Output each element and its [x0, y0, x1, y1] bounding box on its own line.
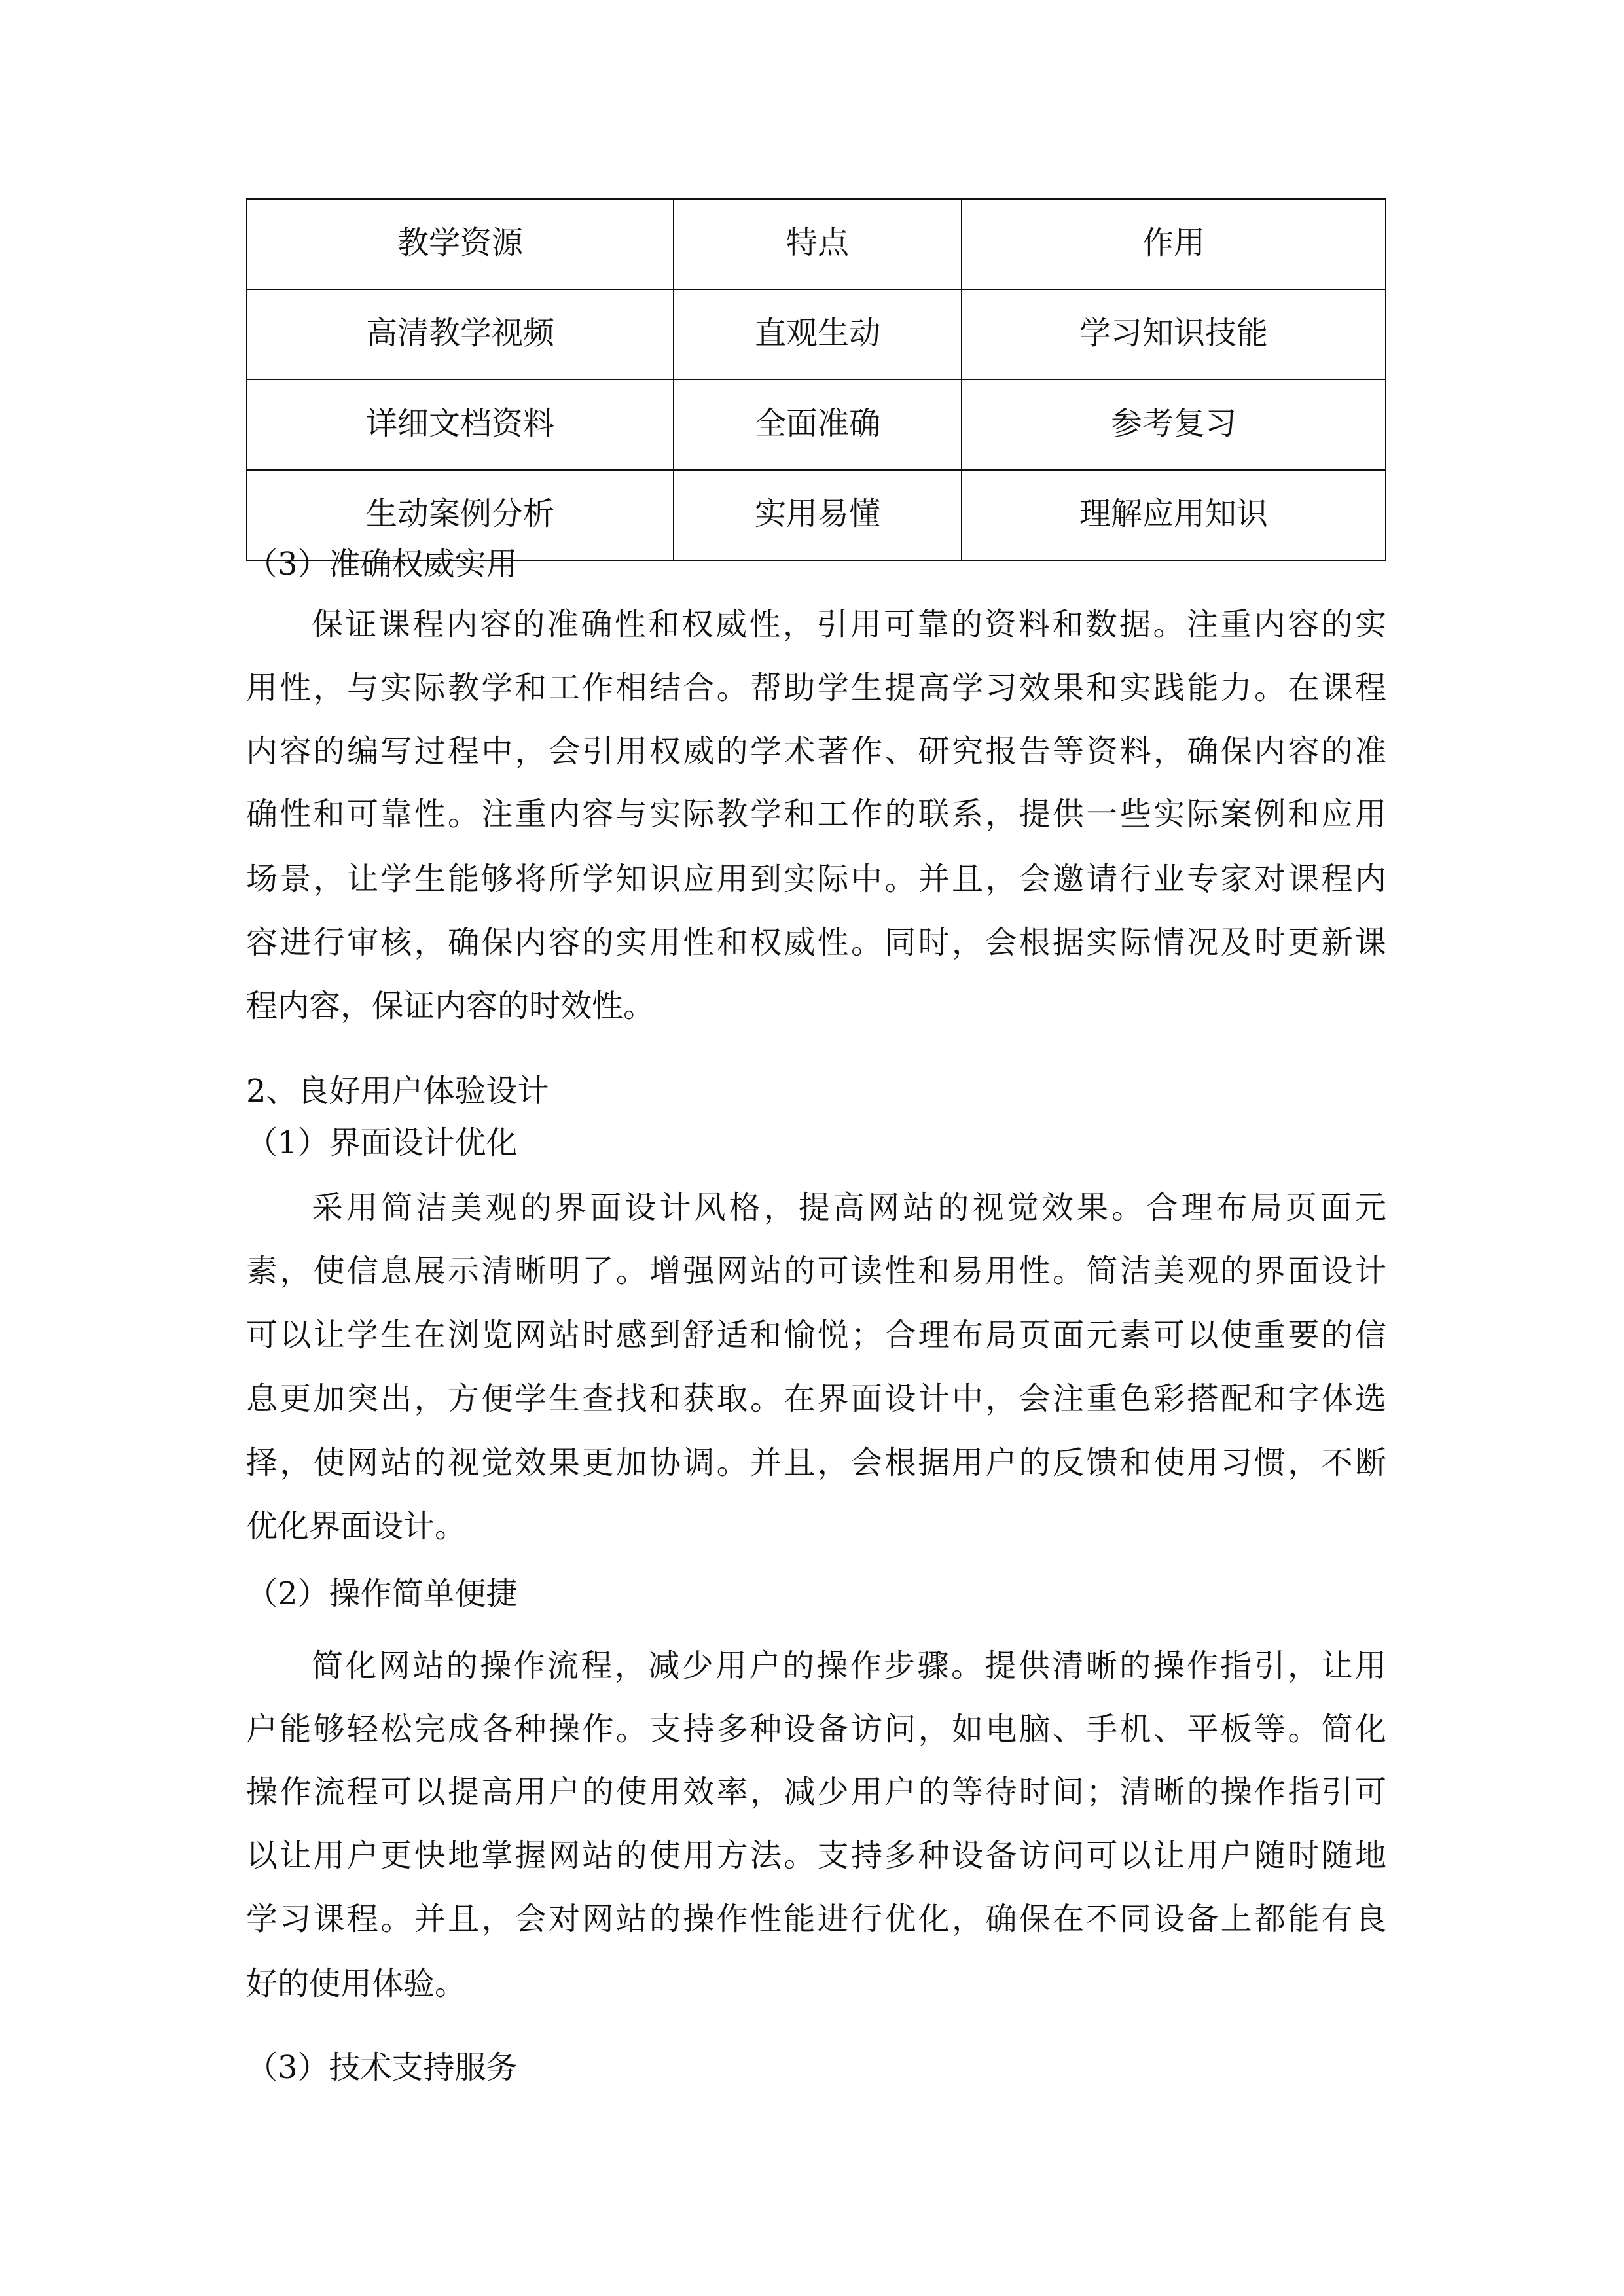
- subsection-heading: （1）界面设计优化: [246, 1124, 518, 1161]
- paragraph-line: 可以让学生在浏览网站时感到舒适和愉悦；合理布局页面元素可以使重要的信: [246, 1317, 1386, 1354]
- paragraph-line: 学习课程。并且，会对网站的操作性能进行优化，确保在不同设备上都能有良: [246, 1901, 1386, 1937]
- paragraph-line: 好的使用体验。: [246, 1965, 467, 2002]
- paragraph-line: 息更加突出，方便学生查找和获取。在界面设计中，会注重色彩搭配和字体选: [246, 1380, 1386, 1417]
- table-header-cell: 教学资源: [247, 199, 674, 289]
- subsection-heading: （2）操作简单便捷: [246, 1575, 518, 1612]
- table-header-cell: 作用: [962, 199, 1386, 289]
- paragraph-line: 程内容，保证内容的时效性。: [246, 988, 655, 1024]
- table-row: [247, 380, 1386, 470]
- paragraph-line: 以让用户更快地掌握网站的使用方法。支持多种设备访问可以让用户随时随地: [246, 1837, 1386, 1874]
- paragraph-line: 优化界面设计。: [246, 1508, 467, 1545]
- paragraph-line: 内容的编写过程中，会引用权威的学术著作、研究报告等资料，确保内容的准: [246, 733, 1386, 770]
- table-cell: 实用易懂: [674, 470, 962, 560]
- table-cell: 直观生动: [674, 289, 962, 380]
- paragraph-line: 户能够轻松完成各种操作。支持多种设备访问，如电脑、手机、平板等。简化: [246, 1711, 1386, 1748]
- paragraph-line: 择，使网站的视觉效果更加协调。并且，会根据用户的反馈和使用习惯，不断: [246, 1444, 1386, 1481]
- paragraph-line: 采用简洁美观的界面设计风格，提高网站的视觉效果。合理布局页面元: [312, 1189, 1386, 1226]
- table-cell: 参考复习: [962, 380, 1386, 470]
- subsection-heading: （3）技术支持服务: [246, 2049, 518, 2086]
- table-row: [247, 289, 1386, 380]
- paragraph-line: 场景，让学生能够将所学知识应用到实际中。并且，会邀请行业专家对课程内: [246, 861, 1386, 897]
- table-cell: 生动案例分析: [247, 470, 674, 560]
- table-cell: 理解应用知识: [962, 470, 1386, 560]
- paragraph-line: 容进行审核，确保内容的实用性和权威性。同时，会根据实际情况及时更新课: [246, 924, 1386, 961]
- subsection-heading: （3）准确权威实用: [246, 546, 518, 583]
- table-header-row: [247, 199, 1386, 289]
- table-cell: 学习知识技能: [962, 289, 1386, 380]
- table-cell: 高清教学视频: [247, 289, 674, 380]
- table-header-cell: 特点: [674, 199, 962, 289]
- paragraph-line: 素，使信息展示清晰明了。增强网站的可读性和易用性。简洁美观的界面设计: [246, 1253, 1386, 1289]
- table-cell: 详细文档资料: [247, 380, 674, 470]
- table-cell: 全面准确: [674, 380, 962, 470]
- paragraph-line: 确性和可靠性。注重内容与实际教学和工作的联系，提供一些实际案例和应用: [246, 796, 1386, 833]
- resource-table: [246, 198, 1386, 561]
- paragraph-line: 操作流程可以提高用户的使用效率，减少用户的等待时间；清晰的操作指引可: [246, 1774, 1386, 1810]
- paragraph-line: 保证课程内容的准确性和权威性，引用可靠的资料和数据。注重内容的实: [312, 606, 1386, 643]
- paragraph-line: 简化网站的操作流程，减少用户的操作步骤。提供清晰的操作指引，让用: [312, 1647, 1386, 1684]
- paragraph-line: 用性，与实际教学和工作相结合。帮助学生提高学习效果和实践能力。在课程: [246, 670, 1386, 706]
- section-title: 2、良好用户体验设计: [246, 1073, 549, 1109]
